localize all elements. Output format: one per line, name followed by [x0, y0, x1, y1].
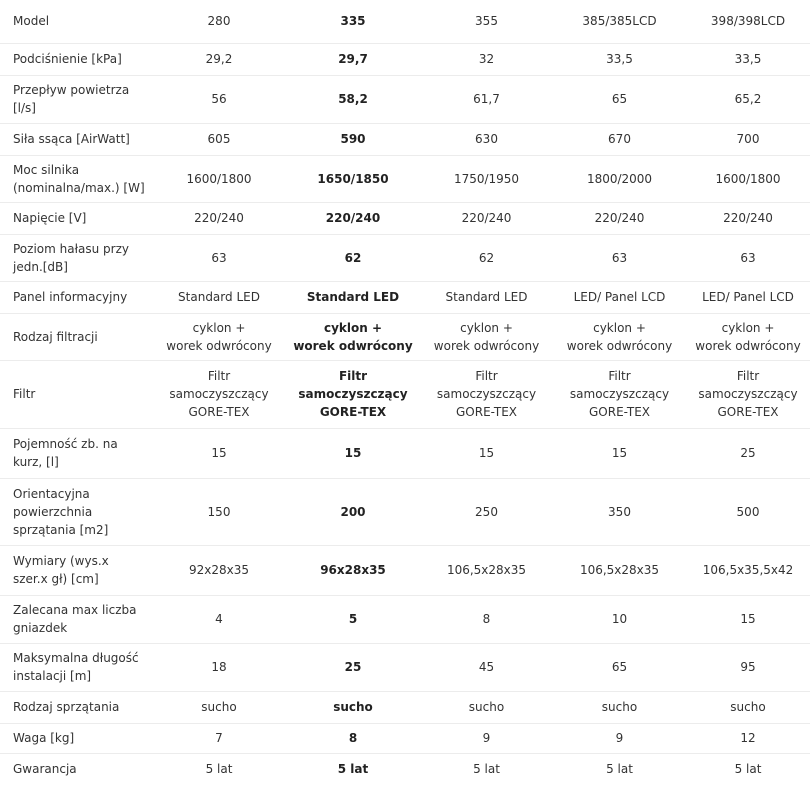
spec-value: 5 lat [473, 762, 500, 777]
spec-value: 7 [215, 731, 223, 745]
spec-value: LED/ Panel LCD [702, 290, 794, 304]
spec-value: 62 [478, 250, 495, 265]
spec-value: 280 [207, 14, 231, 29]
spec-value: 355 [475, 14, 498, 29]
spec-value: Standard LED [445, 290, 528, 304]
spec-label: Rodzaj sprzątania [13, 700, 120, 714]
spec-value-featured: 25 [344, 660, 362, 674]
spec-value: 15 [478, 446, 495, 460]
spec-value-featured: 200 [340, 504, 366, 519]
spec-value: 700 [736, 132, 760, 146]
spec-value: 5 lat [205, 762, 233, 777]
spec-value: 500 [736, 504, 760, 519]
spec-label: Poziom hałasu przy jedn.[dB] [13, 241, 129, 274]
spec-value: 220/240 [723, 211, 773, 225]
spec-value: 45 [478, 660, 495, 674]
spec-value: 220/240 [194, 211, 244, 225]
spec-label: Siła ssąca [AirWatt] [13, 132, 130, 146]
spec-value: 29,2 [205, 52, 233, 66]
spec-value: LED/ Panel LCD [573, 290, 666, 304]
spec-value: 106,5x28x35 [579, 563, 660, 577]
spec-value: 8 [482, 612, 491, 626]
spec-label: Rodzaj filtracji [13, 329, 98, 344]
spec-value: 605 [207, 132, 231, 146]
spec-value-featured: cyklon + worek odwrócony [293, 320, 413, 353]
spec-row-filter [0, 360, 810, 428]
spec-value: 32 [478, 52, 495, 66]
spec-value: 63 [211, 250, 227, 265]
spec-label: Gwarancja [13, 762, 77, 777]
spec-value: 56 [211, 92, 227, 106]
spec-value: 106,5x28x35 [446, 563, 527, 577]
spec-row-cleaning-type [0, 691, 810, 723]
spec-label: Podciśnienie [kPa] [13, 52, 122, 66]
spec-label: Zalecana max liczba gniazdek [13, 603, 137, 635]
spec-value-featured: Standard LED [306, 290, 400, 304]
spec-label: Waga [kg] [13, 731, 75, 745]
spec-value: 350 [608, 504, 631, 519]
spec-value: cyklon + worek odwrócony [166, 320, 272, 353]
spec-value: 385/385LCD [582, 14, 657, 29]
spec-value: 33,5 [606, 52, 633, 66]
spec-value-featured: 5 lat [337, 762, 369, 777]
spec-value: 9 [482, 731, 491, 745]
spec-value: 220/240 [461, 211, 512, 225]
spec-value: 106,5x35,5x42 [702, 563, 794, 577]
spec-label: Przepływ powietrza [l/s] [13, 83, 130, 115]
spec-row-noise [0, 234, 810, 281]
spec-row-cleaning-area [0, 478, 810, 545]
spec-value: 33,5 [734, 52, 762, 66]
spec-value: 18 [211, 660, 227, 674]
spec-value-featured: 29,7 [338, 52, 368, 66]
spec-row-weight [0, 723, 810, 753]
spec-value-featured: 1650/1850 [317, 171, 389, 186]
spec-row-max-installation [0, 643, 810, 691]
spec-value-featured: sucho [333, 700, 373, 714]
spec-value: 61,7 [473, 92, 500, 106]
spec-value: 15 [611, 446, 628, 460]
spec-value: 25 [740, 446, 756, 460]
spec-value: 670 [608, 132, 631, 146]
spec-row-max-sockets [0, 595, 810, 643]
spec-value: 63 [611, 250, 628, 265]
spec-row-suction-power [0, 123, 810, 155]
spec-value: 220/240 [594, 211, 645, 225]
spec-row-warranty [0, 753, 810, 785]
spec-value: cyklon + worek odwrócony [695, 320, 801, 353]
spec-value: Filtr samoczyszczący GORE-TEX [169, 369, 269, 419]
spec-value: Filtr samoczyszczący GORE-TEX [436, 369, 537, 419]
spec-value: 250 [475, 504, 498, 519]
spec-value: Standard LED [178, 290, 260, 304]
spec-value: Filtr samoczyszczący GORE-TEX [698, 369, 798, 419]
spec-value: 4 [215, 612, 223, 626]
spec-value: 65 [611, 92, 628, 106]
spec-label: Orientacyjna powierzchnia sprzątania [m2] [13, 486, 109, 537]
spec-value: 1800/2000 [586, 171, 653, 186]
spec-value: cyklon + worek odwrócony [566, 320, 673, 353]
spec-label: Wymiary (wys.x szer.x gł) [cm] [13, 554, 109, 586]
spec-row-dimensions [0, 545, 810, 595]
spec-value: 1600/1800 [186, 171, 252, 186]
spec-row-motor-power [0, 155, 810, 202]
spec-label: Maksymalna długość instalacji [m] [13, 651, 139, 683]
spec-value: Filtr samoczyszczący GORE-TEX [569, 369, 670, 419]
spec-value-featured: 335 [340, 14, 366, 29]
spec-value-featured: 5 [348, 612, 358, 626]
spec-value: 150 [207, 504, 231, 519]
spec-value: 63 [740, 250, 756, 265]
spec-value: 630 [475, 132, 498, 146]
spec-value: 12 [740, 731, 756, 745]
spec-value: cyklon + worek odwrócony [433, 320, 540, 353]
spec-value: 1750/1950 [453, 171, 520, 186]
spec-value-featured: 220/240 [325, 211, 381, 225]
spec-value: 15 [211, 446, 227, 460]
spec-value: sucho [468, 700, 505, 714]
spec-value: 65 [611, 660, 628, 674]
spec-value: 15 [740, 612, 756, 626]
spec-value: 92x28x35 [188, 563, 249, 577]
spec-label: Model [13, 14, 50, 29]
spec-value-featured: 590 [340, 132, 366, 146]
spec-value: 5 lat [606, 762, 633, 777]
spec-value-featured: 96x28x35 [320, 563, 386, 577]
spec-value: 65,2 [734, 92, 762, 106]
spec-value-featured: 8 [348, 731, 358, 745]
spec-label: Moc silnika (nominalna/max.) [W] [13, 162, 145, 195]
spec-value: 5 lat [734, 762, 762, 777]
spec-value-featured: 62 [344, 250, 362, 265]
spec-value-featured: 15 [344, 446, 362, 460]
spec-row-filtration-type [0, 313, 810, 360]
spec-row-airflow [0, 75, 810, 123]
spec-value: sucho [601, 700, 638, 714]
spec-label: Filtr [13, 387, 36, 401]
spec-value: 9 [615, 731, 624, 745]
spec-value: 10 [611, 612, 628, 626]
spec-value: sucho [730, 700, 766, 714]
spec-value: 95 [740, 660, 756, 674]
spec-label: Panel informacyjny [13, 290, 128, 304]
spec-row-model [0, 0, 810, 43]
spec-row-voltage [0, 202, 810, 234]
spec-row-info-panel [0, 281, 810, 313]
spec-label: Napięcie [V] [13, 211, 87, 225]
spec-value: 1600/1800 [715, 171, 781, 186]
spec-value: 398/398LCD [710, 14, 786, 29]
spec-row-dust-capacity [0, 428, 810, 478]
spec-value-featured: Filtr samoczyszczący GORE-TEX [298, 369, 408, 419]
spec-label: Pojemność zb. na kurz, [l] [13, 437, 118, 469]
spec-row-vacuum [0, 43, 810, 75]
spec-value: sucho [201, 700, 237, 714]
spec-value-featured: 58,2 [338, 92, 368, 106]
